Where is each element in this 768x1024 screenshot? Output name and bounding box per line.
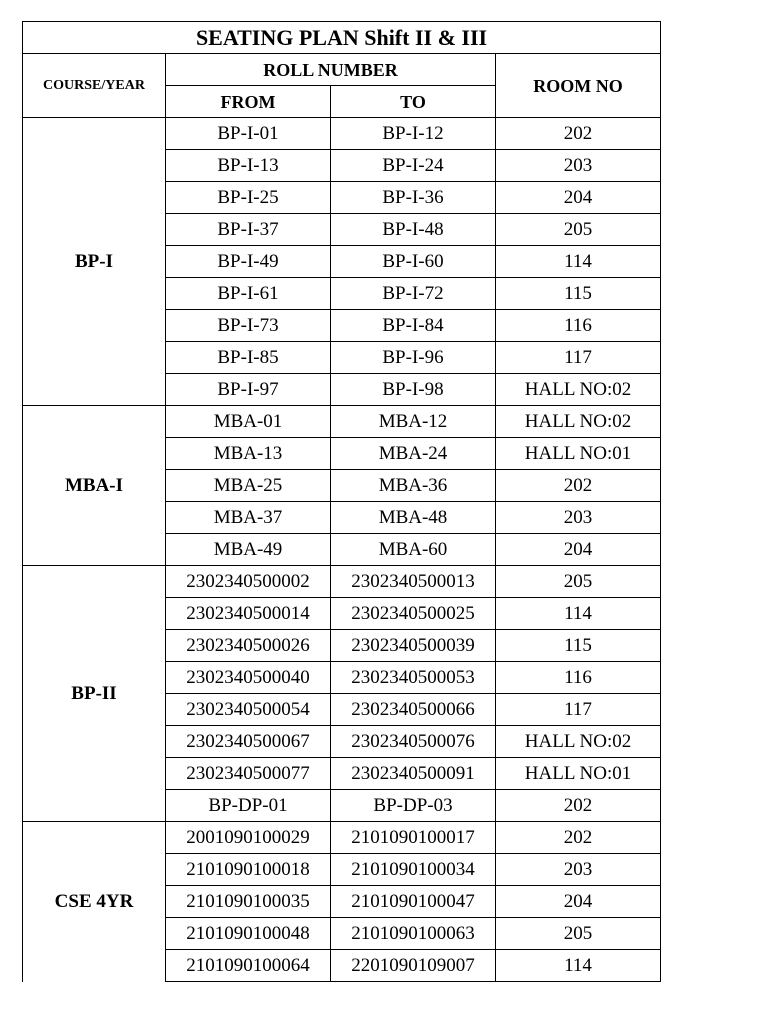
room-cell: 202	[496, 822, 661, 854]
roll-from-cell: BP-I-01	[166, 118, 331, 150]
table-row	[23, 118, 661, 150]
roll-from-cell: BP-I-73	[166, 310, 331, 342]
room-no-header: ROOM NO	[496, 54, 661, 118]
room-cell: HALL NO:02	[496, 406, 661, 438]
roll-number-header: ROLL NUMBER	[166, 54, 496, 86]
room-cell: 202	[496, 470, 661, 502]
roll-to-cell: BP-I-48	[331, 214, 496, 246]
roll-to-cell: 2101090100034	[331, 854, 496, 886]
room-cell: HALL NO:02	[496, 726, 661, 758]
roll-from-cell: BP-I-25	[166, 182, 331, 214]
room-cell: 117	[496, 342, 661, 374]
roll-to-cell: BP-I-98	[331, 374, 496, 406]
room-cell: 205	[496, 918, 661, 950]
course-cell: CSE 4YR	[23, 822, 166, 982]
from-header: FROM	[166, 86, 331, 118]
roll-from-cell: 2001090100029	[166, 822, 331, 854]
roll-to-cell: 2302340500091	[331, 758, 496, 790]
roll-to-cell: 2302340500053	[331, 662, 496, 694]
room-cell: 203	[496, 150, 661, 182]
course-cell: BP-II	[23, 566, 166, 822]
room-cell: 115	[496, 630, 661, 662]
roll-to-cell: 2302340500066	[331, 694, 496, 726]
room-cell: HALL NO:01	[496, 438, 661, 470]
course-year-header: COURSE/YEAR	[23, 54, 166, 118]
roll-to-cell: BP-I-60	[331, 246, 496, 278]
room-cell: 115	[496, 278, 661, 310]
roll-to-cell: BP-I-24	[331, 150, 496, 182]
roll-from-cell: 2302340500002	[166, 566, 331, 598]
roll-from-cell: 2101090100018	[166, 854, 331, 886]
roll-from-cell: 2302340500077	[166, 758, 331, 790]
course-cell: MBA-I	[23, 406, 166, 566]
roll-to-cell: 2302340500013	[331, 566, 496, 598]
room-cell: 205	[496, 566, 661, 598]
roll-from-cell: 2302340500026	[166, 630, 331, 662]
room-cell: 203	[496, 854, 661, 886]
room-cell: 114	[496, 598, 661, 630]
room-cell: 204	[496, 886, 661, 918]
roll-to-cell: 2201090109007	[331, 950, 496, 982]
roll-to-cell: MBA-48	[331, 502, 496, 534]
room-cell: HALL NO:02	[496, 374, 661, 406]
room-cell: 114	[496, 950, 661, 982]
room-cell: 203	[496, 502, 661, 534]
roll-from-cell: BP-I-49	[166, 246, 331, 278]
roll-from-cell: MBA-01	[166, 406, 331, 438]
roll-to-cell: BP-I-36	[331, 182, 496, 214]
roll-to-cell: MBA-12	[331, 406, 496, 438]
roll-to-cell: 2101090100017	[331, 822, 496, 854]
roll-to-cell: BP-DP-03	[331, 790, 496, 822]
roll-to-cell: BP-I-84	[331, 310, 496, 342]
table-row	[23, 566, 661, 598]
roll-to-cell: MBA-60	[331, 534, 496, 566]
roll-from-cell: 2302340500014	[166, 598, 331, 630]
roll-from-cell: MBA-37	[166, 502, 331, 534]
page-title: SEATING PLAN Shift II & III	[23, 22, 661, 54]
roll-to-cell: 2101090100047	[331, 886, 496, 918]
roll-from-cell: BP-DP-01	[166, 790, 331, 822]
roll-to-cell: 2101090100063	[331, 918, 496, 950]
seating-plan-table	[22, 21, 661, 982]
roll-from-cell: 2302340500054	[166, 694, 331, 726]
roll-to-cell: 2302340500039	[331, 630, 496, 662]
to-header: TO	[331, 86, 496, 118]
room-cell: 204	[496, 534, 661, 566]
course-cell: BP-I	[23, 118, 166, 406]
room-cell: 204	[496, 182, 661, 214]
table-row	[23, 822, 661, 854]
roll-from-cell: BP-I-61	[166, 278, 331, 310]
room-cell: 116	[496, 662, 661, 694]
table-row	[23, 406, 661, 438]
roll-from-cell: 2302340500067	[166, 726, 331, 758]
room-cell: 202	[496, 118, 661, 150]
seating-plan-body	[23, 22, 661, 982]
roll-from-cell: BP-I-13	[166, 150, 331, 182]
room-cell: 117	[496, 694, 661, 726]
roll-to-cell: 2302340500076	[331, 726, 496, 758]
roll-from-cell: 2101090100048	[166, 918, 331, 950]
roll-from-cell: BP-I-97	[166, 374, 331, 406]
roll-from-cell: 2101090100064	[166, 950, 331, 982]
roll-to-cell: BP-I-72	[331, 278, 496, 310]
room-cell: 205	[496, 214, 661, 246]
room-cell: 116	[496, 310, 661, 342]
roll-from-cell: MBA-49	[166, 534, 331, 566]
roll-from-cell: BP-I-85	[166, 342, 331, 374]
roll-from-cell: 2101090100035	[166, 886, 331, 918]
title-row	[23, 22, 661, 54]
roll-to-cell: MBA-36	[331, 470, 496, 502]
room-cell: HALL NO:01	[496, 758, 661, 790]
room-cell: 202	[496, 790, 661, 822]
roll-from-cell: MBA-13	[166, 438, 331, 470]
roll-to-cell: BP-I-96	[331, 342, 496, 374]
roll-from-cell: BP-I-37	[166, 214, 331, 246]
roll-to-cell: BP-I-12	[331, 118, 496, 150]
roll-to-cell: 2302340500025	[331, 598, 496, 630]
roll-from-cell: MBA-25	[166, 470, 331, 502]
header-row	[23, 54, 661, 86]
room-cell: 114	[496, 246, 661, 278]
roll-to-cell: MBA-24	[331, 438, 496, 470]
roll-from-cell: 2302340500040	[166, 662, 331, 694]
